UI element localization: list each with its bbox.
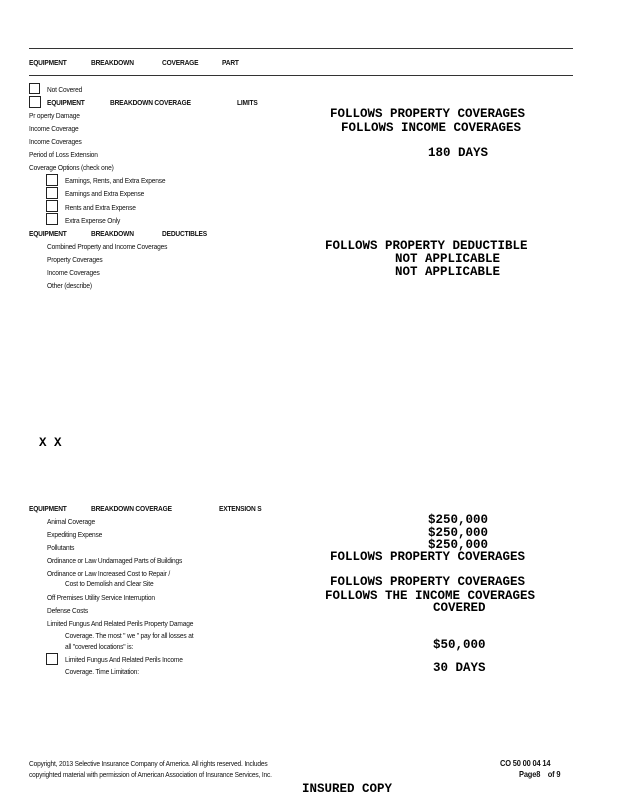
ext-label-defense: Defense Costs [47,606,89,615]
copyright-line-1: Copyright, 2013 Selective Insurance Company of America. All rights reserved. Includes [29,759,268,768]
deductible-value-income: NOT APPLICABLE [395,265,501,279]
ext-value-off-premises: FOLLOWS THE INCOME COVERAGES [325,589,536,603]
ext-value-fungus-time: 30 DAYS [433,661,486,675]
ext-label-demolish: Cost to Demolish and Clear Site [65,579,154,588]
ext-label-fungus-property: Limited Fungus And Related Perils Property Damage [47,619,194,628]
limits-heading-breakdown-coverage: BREAKDOWN COVERAGE [110,98,191,107]
ext-value-expediting: $250,000 [428,526,489,540]
ext-value-fungus-property: $50,000 [433,638,486,652]
page-of: of 9 [547,769,561,779]
limits-heading-equipment: EQUIPMENT [47,98,85,107]
header-title-coverage: COVERAGE [162,58,199,67]
limit-value-period-of-loss: 180 DAYS [428,146,489,160]
not-covered-label: Not Covered [47,85,83,94]
deductibles-heading-deductibles: DEDUCTIBLES [162,229,208,238]
ext-label-fungus-time: Coverage. Time Limitation: [65,667,139,676]
coverage-options-label: Coverage Options (check one) [29,163,114,172]
ext-value-demolish: FOLLOWS PROPERTY COVERAGES [330,575,526,589]
option-label-earnings-rents-extra: Earnings, Rents, and Extra Expense [65,176,166,185]
option-checkbox-earnings-rents-extra[interactable] [46,174,58,186]
limit-label-income-coverage: Income Coverage [29,124,79,133]
insured-copy-label: INSURED COPY [302,782,393,796]
deductible-label-combined: Combined Property and Income Coverages [47,242,168,251]
option-checkbox-rents-extra[interactable] [46,200,58,212]
limits-checkbox[interactable] [29,96,41,108]
option-checkbox-extra-only[interactable] [46,213,58,225]
deductible-label-income: Income Coverages [47,268,100,277]
ext-label-fungus-locations: all "covered locations" is: [65,642,134,651]
limits-heading-limits: LIMITS [237,98,258,107]
header-title-part: PART [222,58,239,67]
limit-value-income-coverage: FOLLOWS INCOME COVERAGES [341,121,522,135]
option-checkbox-earnings-extra[interactable] [46,187,58,199]
extensions-heading-extensions: EXTENSION S [219,504,262,513]
extensions-heading-breakdown-coverage: BREAKDOWN COVERAGE [91,504,172,513]
option-label-earnings-extra: Earnings and Extra Expense [65,189,145,198]
ext-label-animal: Animal Coverage [47,517,95,526]
top-rule [29,48,573,49]
not-covered-checkbox[interactable] [29,83,40,94]
limit-value-property-damage: FOLLOWS PROPERTY COVERAGES [330,107,526,121]
page-number: 8 [536,769,541,779]
deductible-value-combined: FOLLOWS PROPERTY DEDUCTIBLE [325,239,528,253]
ext-value-pollutants: $250,000 [428,538,489,552]
ext-value-ordinance-undamaged: FOLLOWS PROPERTY COVERAGES [330,550,526,564]
ext-label-ordinance-increased: Ordinance or Law Increased Cost to Repair / [47,569,171,578]
extensions-heading-equipment: EQUIPMENT [29,504,67,513]
header-bottom-rule [29,75,573,76]
ext-label-pollutants: Pollutants [47,543,75,552]
page-indicator [519,769,560,779]
page-label: Page [519,769,537,779]
copyright-line-2: copyrighted material with permission of American Association of Insurance Services, Inc. [29,770,272,779]
header-title-equipment: EQUIPMENT [29,58,67,67]
ext-label-ordinance-undamaged: Ordinance or Law Undamaged Parts of Buildings [47,556,183,565]
deductibles-heading-breakdown: BREAKDOWN [91,229,134,238]
option-label-extra-only: Extra Expense Only [65,216,121,225]
fungus-income-checkbox[interactable] [46,653,58,665]
limit-label-income-coverages: Income Coverages [29,137,82,146]
deductibles-heading-equipment: EQUIPMENT [29,229,67,238]
check-marks: X X [39,436,62,450]
header-title-breakdown: BREAKDOWN [91,58,134,67]
ext-value-animal: $250,000 [428,513,489,527]
ext-value-defense: COVERED [433,601,486,615]
ext-label-expediting: Expediting Expense [47,530,103,539]
limit-label-period-of-loss: Period of Loss Extension [29,150,98,159]
ext-label-fungus-income: Limited Fungus And Related Perils Income [65,655,183,664]
form-number: CO 50 00 04 14 [500,758,551,768]
ext-label-off-premises: Off Premises Utility Service Interruption [47,593,155,602]
deductible-value-property: NOT APPLICABLE [395,252,501,266]
limit-label-property-damage: Pr operty Damage [29,111,80,120]
deductible-label-other: Other (describe) [47,281,92,290]
ext-label-fungus-most: Coverage. The most " we " pay for all losses at [65,631,194,640]
deductible-label-property: Property Coverages [47,255,103,264]
option-label-rents-extra: Rents and Extra Expense [65,203,136,212]
